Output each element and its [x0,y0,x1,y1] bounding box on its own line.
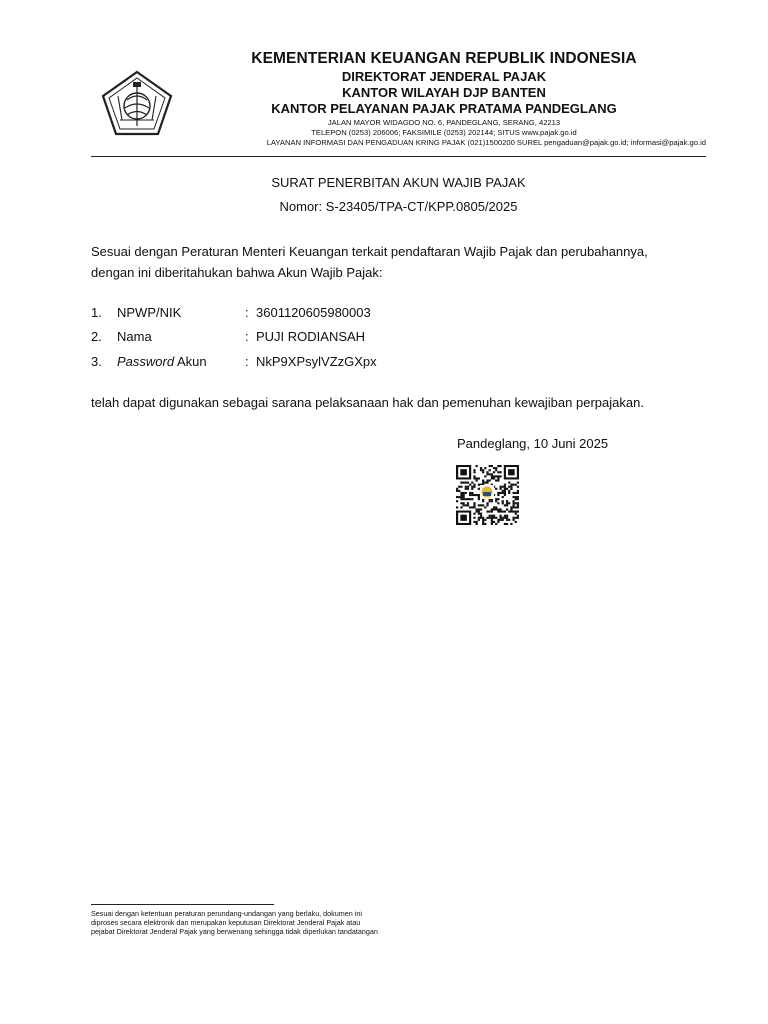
tax-office-name: KANTOR PELAYANAN PAJAK PRATAMA PANDEGLANG [271,101,617,116]
intro-line-2: dengan ini diberitahukan bahwa Akun Wajib Pajak: [91,265,383,280]
npwp-value: 3601120605980003 [256,305,371,320]
item-colon: : [245,305,249,320]
directorate-name: DIREKTORAT JENDERAL PAJAK [341,69,547,84]
list-item-npwp [91,305,691,325]
item-label [117,354,207,369]
intro-line-1: Sesuai dengan Peraturan Menteri Keuangan terkait pendaftaran Wajib Pajak dan perubahannya, [91,244,648,259]
item-label: Nama [117,329,152,344]
footnote-line-2: diproses secara elektronik dan merupakan keputusan Direktorat Jenderal Pajak atau [91,918,361,927]
regional-office-name: KANTOR WILAYAH DJP BANTEN [342,85,546,100]
item-colon: : [245,329,249,344]
akun-word: Akun [174,354,207,369]
list-item-name [91,329,691,349]
password-word: Password [117,354,175,369]
kemenkeu-logo-icon [100,70,174,136]
name-value: PUJI RODIANSAH [256,329,366,344]
place-date: Pandeglang, 10 Juni 2025 [457,436,609,451]
qr-code-icon [456,465,519,525]
office-contact: TELEPON (0253) 206006; FAKSIMILE (0253) 202144; SITUS www.pajak.go.id [311,128,577,137]
item-label: NPWP/NIK [117,305,182,320]
item-colon: : [245,354,249,369]
footnote-divider [91,904,274,905]
letterhead-divider [91,156,706,157]
intro-paragraph [91,241,648,283]
footnote-line-1: Sesuai dengan ketentuan peraturan perundang-undangan yang berlaku, dokumen ini [91,909,362,918]
item-number: 3. [91,354,102,369]
item-number: 1. [91,305,102,320]
list-item-password [91,354,691,374]
footnote-line-3: pejabat Direktorat Jenderal Pajak yang berwenang sehingga tidak diperlukan tandatangan [91,927,378,936]
item-number: 2. [91,329,102,344]
letter-title: SURAT PENERBITAN AKUN WAJIB PAJAK [271,175,526,190]
ministry-name: KEMENTERIAN KEUANGAN REPUBLIK INDONESIA [251,50,637,67]
letter-number: Nomor: S-23405/TPA-CT/KPP.0805/2025 [279,199,518,214]
password-value: NkP9XPsylVZzGXpx [256,354,377,369]
office-address: JALAN MAYOR WIDAGDO NO. 6, PANDEGLANG, SERANG, 42213 [327,118,561,127]
service-contact: LAYANAN INFORMASI DAN PENGADUAN KRING PAJAK (021)1500200 SUREL pengaduan@pajak.go.id; informasi@pajak.go.id [266,138,706,147]
closing-paragraph: telah dapat digunakan sebagai sarana pelaksanaan hak dan pemenuhan kewajiban perpajakan. [91,395,644,410]
